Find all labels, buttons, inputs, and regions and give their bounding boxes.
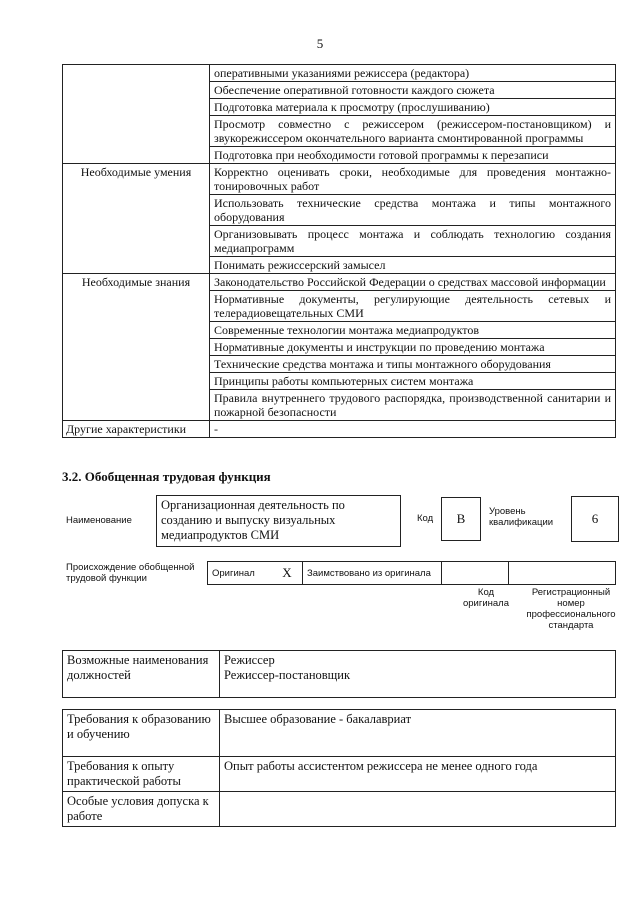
table-cell: Нормативные документы и инструкции по проведению монтажа <box>210 339 616 356</box>
work-actions-table <box>62 64 616 438</box>
table-cell: Технические средства монтажа и типы монтажного оборудования <box>210 356 616 373</box>
table-cell: Правила внутреннего трудового распорядка, производственной санитарии и пожарной безопасности <box>210 390 616 421</box>
origin-original-label: Оригинал <box>208 562 273 585</box>
table-cell: Нормативные документы, регулирующие деятельность сетевых и телерадиовещательных СМИ <box>210 291 616 322</box>
positions-table <box>62 650 616 698</box>
table-cell: Подготовка при необходимости готовой программы к перезаписи <box>210 147 616 164</box>
requirements-table <box>62 709 616 827</box>
name-value: Организационная деятельность по созданию и выпуску визуальных медиапродуктов СМИ <box>156 495 401 547</box>
origin-label: Происхождение обобщенной трудовой функции <box>66 562 195 584</box>
row-label-skills: Необходимые умения <box>63 164 210 274</box>
table-cell: Организовывать процесс монтажа и соблюдать технологию создания медиапрограмм <box>210 226 616 257</box>
table-cell: Понимать режиссерский замысел <box>210 257 616 274</box>
table-cell: Корректно оценивать сроки, необходимые для проведения монтажно-тонировочных работ <box>210 164 616 195</box>
table-cell: - <box>210 421 616 438</box>
table-cell: Использовать технические средства монтажа и типы монтажного оборудования <box>210 195 616 226</box>
level-value: 6 <box>571 496 619 542</box>
row-label-continued <box>63 65 210 164</box>
origin-reg-caption: Регистрационный номер профессионального стандарта <box>526 587 616 631</box>
origin-mark: X <box>272 562 303 585</box>
row-label-other: Другие характеристики <box>63 421 210 438</box>
origin-code-cell <box>442 562 509 585</box>
code-label: Код <box>417 513 434 524</box>
table-cell: Просмотр совместно с режиссером (режиссером-постановщиком) и звукорежиссером окончательного варианта смонтированной программы <box>210 116 616 147</box>
positions-label: Возможные наименования должностей <box>63 651 220 698</box>
position-item: Режиссер <box>224 653 275 667</box>
position-item: Режиссер-постановщик <box>224 668 351 682</box>
origin-reg-cell <box>509 562 616 585</box>
requirement-label: Требования к образованию и обучению <box>63 710 220 757</box>
origin-code-caption: Код оригинала <box>462 587 509 609</box>
page-number: 5 <box>316 36 324 51</box>
table-cell: Законодательство Российской Федерации о средствах массовой информации <box>210 274 616 291</box>
requirement-value: Высшее образование - бакалавриат <box>220 710 616 757</box>
requirement-value: Опыт работы ассистентом режиссера не менее одного года <box>220 757 616 792</box>
table-cell: Подготовка материала к просмотру (прослушиванию) <box>210 99 616 116</box>
name-label: Наименование <box>66 515 132 526</box>
positions-values <box>220 651 616 698</box>
level-label: Уровень квалификации <box>489 506 554 528</box>
origin-borrowed-label: Заимствовано из оригинала <box>303 562 442 585</box>
table-cell: Современные технологии монтажа медиапродуктов <box>210 322 616 339</box>
table-cell: Принципы работы компьютерных систем монтажа <box>210 373 616 390</box>
requirement-value <box>220 792 616 827</box>
requirement-label: Особые условия допуска к работе <box>63 792 220 827</box>
table-cell: оперативными указаниями режиссера (редактора) <box>210 65 616 82</box>
row-label-knowledge: Необходимые знания <box>63 274 210 421</box>
table-cell: Обеспечение оперативной готовности каждого сюжета <box>210 82 616 99</box>
origin-table <box>207 561 616 585</box>
section-title: 3.2. Обобщенная трудовая функция <box>62 469 271 484</box>
requirement-label: Требования к опыту практической работы <box>63 757 220 792</box>
code-value: B <box>441 497 481 541</box>
